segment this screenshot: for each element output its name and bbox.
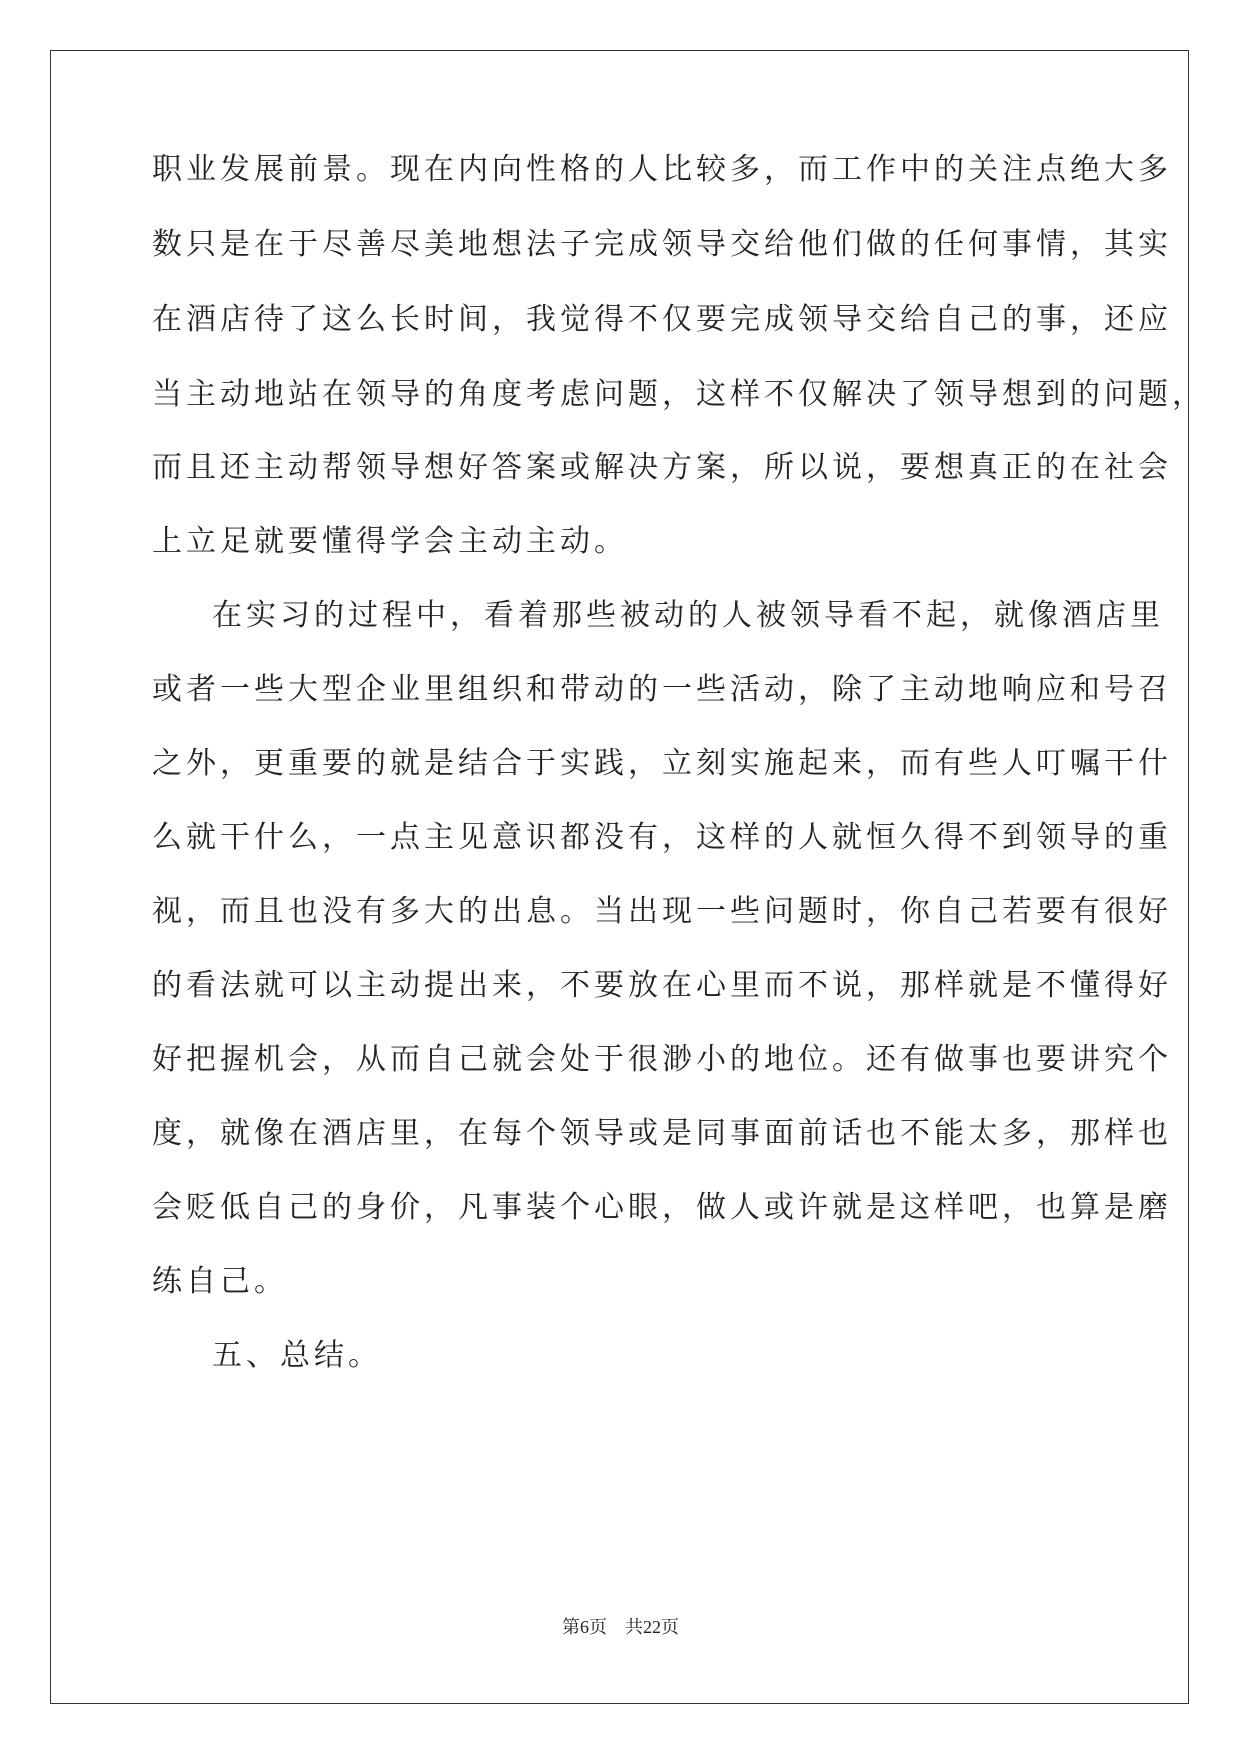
text-line: 么就干什么，一点主见意识都没有，这样的人就恒久得不到领导的重 <box>152 820 1172 855</box>
total-label: 共 <box>625 1617 643 1637</box>
page-border <box>50 50 1206 1704</box>
text-line: 或者一些大型企业里组织和带动的一些活动，除了主动地响应和号召 <box>152 672 1172 707</box>
paragraph-first-line: 在实习的过程中，看着那些被动的人被领导看不起，就像酒店里 <box>212 598 1164 633</box>
text-line: 当主动地站在领导的角度考虑问题，这样不仅解决了领导想到的问题， <box>152 377 1206 412</box>
text-line: 在酒店待了这么长时间，我觉得不仅要完成领导交给自己的事，还应 <box>152 302 1172 337</box>
text-line: 数只是在于尽善尽美地想法子完成领导交给他们做的任何事情，其实 <box>152 227 1172 262</box>
page-footer <box>0 1615 1241 1639</box>
text-line: 的看法就可以主动提出来，不要放在心里而不说，那样就是不懂得好 <box>152 968 1172 1003</box>
text-line: 会贬低自己的身价，凡事装个心眼，做人或许就是这样吧，也算是磨 <box>152 1190 1172 1225</box>
page-number: 6 <box>580 1617 589 1637</box>
text-line: 度，就像在酒店里，在每个领导或是同事面前话也不能太多，那样也 <box>152 1116 1172 1151</box>
text-line: 之外，更重要的就是结合于实践，立刻实施起来，而有些人叮嘱干什 <box>152 746 1172 781</box>
page-suffix: 页 <box>589 1617 607 1637</box>
text-line: 好把握机会，从而自己就会处于很渺小的地位。还有做事也要讲究个 <box>152 1042 1172 1077</box>
total-suffix: 页 <box>661 1617 679 1637</box>
page-label: 第 <box>562 1617 580 1637</box>
total-pages: 22 <box>643 1617 661 1637</box>
section-heading: 五、总结。 <box>212 1338 382 1373</box>
text-line: 上立足就要懂得学会主动主动。 <box>152 524 628 559</box>
text-line: 视，而且也没有多大的出息。当出现一些问题时，你自己若要有很好 <box>152 894 1172 929</box>
text-line: 练自己。 <box>152 1264 288 1299</box>
text-line: 职业发展前景。现在内向性格的人比较多，而工作中的关注点绝大多 <box>152 152 1172 187</box>
text-line: 而且还主动帮领导想好答案或解决方案，所以说，要想真正的在社会 <box>152 450 1172 485</box>
